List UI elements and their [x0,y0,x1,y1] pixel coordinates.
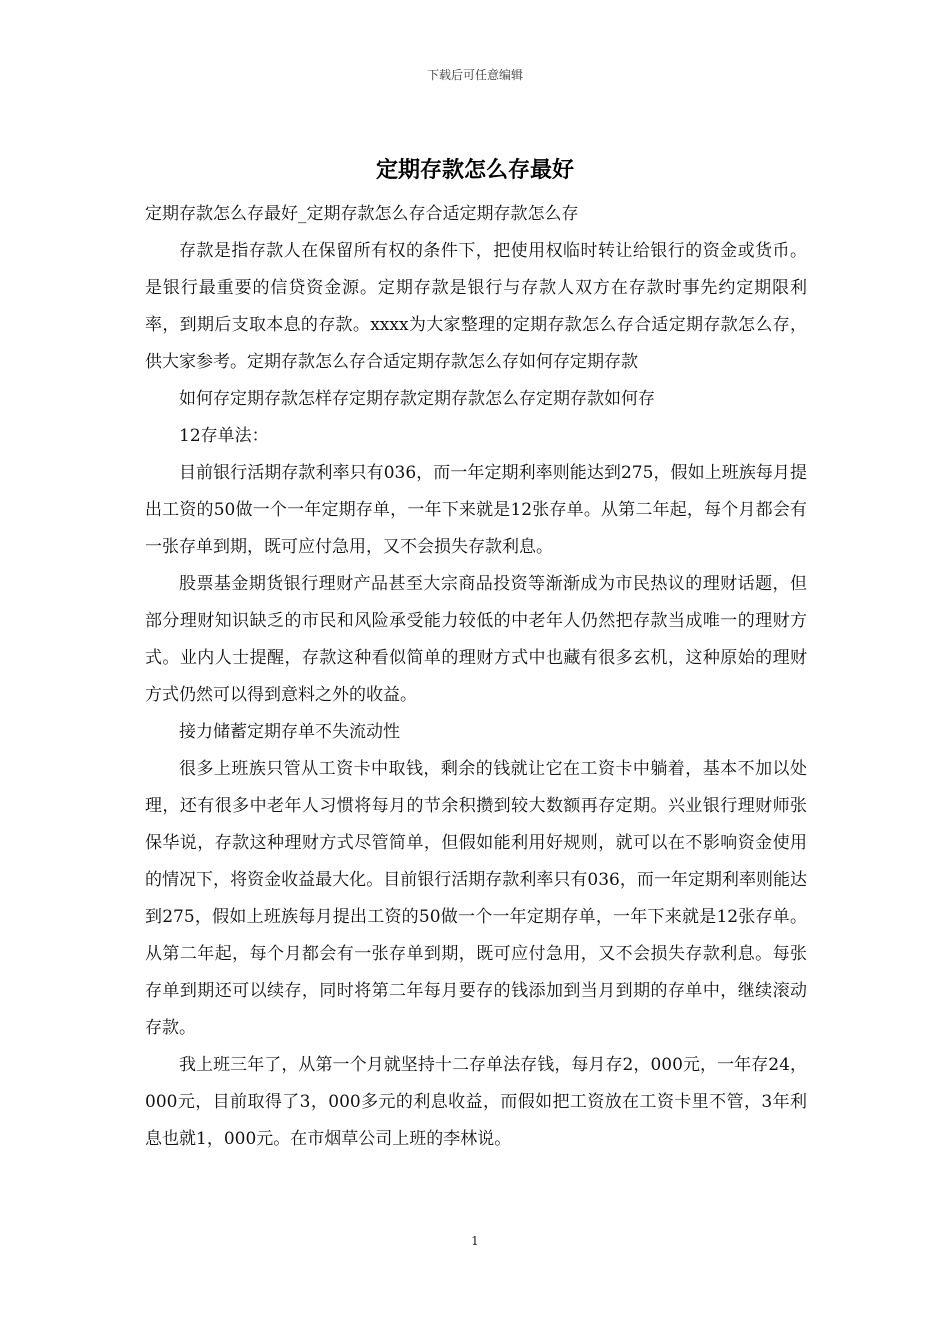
body-paragraph: 股票基金期货银行理财产品甚至大宗商品投资等渐渐成为市民热议的理财话题，但部分理财知识缺乏的市民和风险承受能力较低的中老年人仍然把存款当成唯一的理财方式。业内人士提醒，存款这种看似简单的理财方式中也藏有很多玄机，这种原始的理财方式仍然可以得到意料之外的收益。 [145,574,807,705]
document-body [145,196,807,1158]
body-paragraph: 存款是指存款人在保留所有权的条件下，把使用权临时转让给银行的资金或货币。是银行最重要的信贷资金源。定期存款是银行与存款人双方在存款时事先约定期限利率，到期后支取本息的存款。xxxx为大家整理的定期存款怎么存合适定期存款怎么存，供大家参考。定期存款怎么存合适定期存款怎么存如何存定期存款 [145,241,807,372]
section-heading: 12存单法： [179,426,269,446]
document-title: 定期存款怎么存最好 [375,157,574,183]
body-paragraph: 如何存定期存款怎样存定期存款定期存款怎么存定期存款如何存 [179,389,655,409]
subtitle-paragraph: 定期存款怎么存最好_定期存款怎么存合适定期存款怎么存 [145,204,579,224]
page-header: 下载后可任意编辑 [426,68,523,82]
page-number: 1 [471,1234,479,1248]
body-paragraph: 我上班三年了，从第一个月就坚持十二存单法存钱，每月存2，000元，一年存24，000元，目前取得了3，000多元的利息收益，而假如把工资放在工资卡里不管，3年利息也就1，000元。在市烟草公司上班的李林说。 [145,1055,807,1149]
section-heading: 接力储蓄定期存单不失流动性 [179,722,400,742]
body-paragraph: 目前银行活期存款利率只有036，而一年定期利率则能达到275，假如上班族每月提出工资的50做一个一年定期存单，一年下来就是12张存单。从第二年起，每个月都会有一张存单到期，既可应付急用，又不会损失存款利息。 [145,463,807,557]
body-paragraph: 很多上班族只管从工资卡中取钱，剩余的钱就让它在工资卡中躺着，基本不加以处理，还有很多中老年人习惯将每月的节余积攒到较大数额再存定期。兴业银行理财师张保华说，存款这种理财方式尽管简单，但假如能利用好规则，就可以在不影响资金使用的情况下，将资金收益最大化。目前银行活期存款利率只有036，而一年定期利率则能达到275，假如上班族每月提出工资的50做一个一年定期存单，一年下来就是12张存单。从第二年起，每个月都会有一张存单到期，既可应付急用，又不会损失存款利息。每张存单到期还可以续存，同时将第二年每月要存的钱添加到当月到期的存单中，继续滚动存款。 [145,759,807,1038]
